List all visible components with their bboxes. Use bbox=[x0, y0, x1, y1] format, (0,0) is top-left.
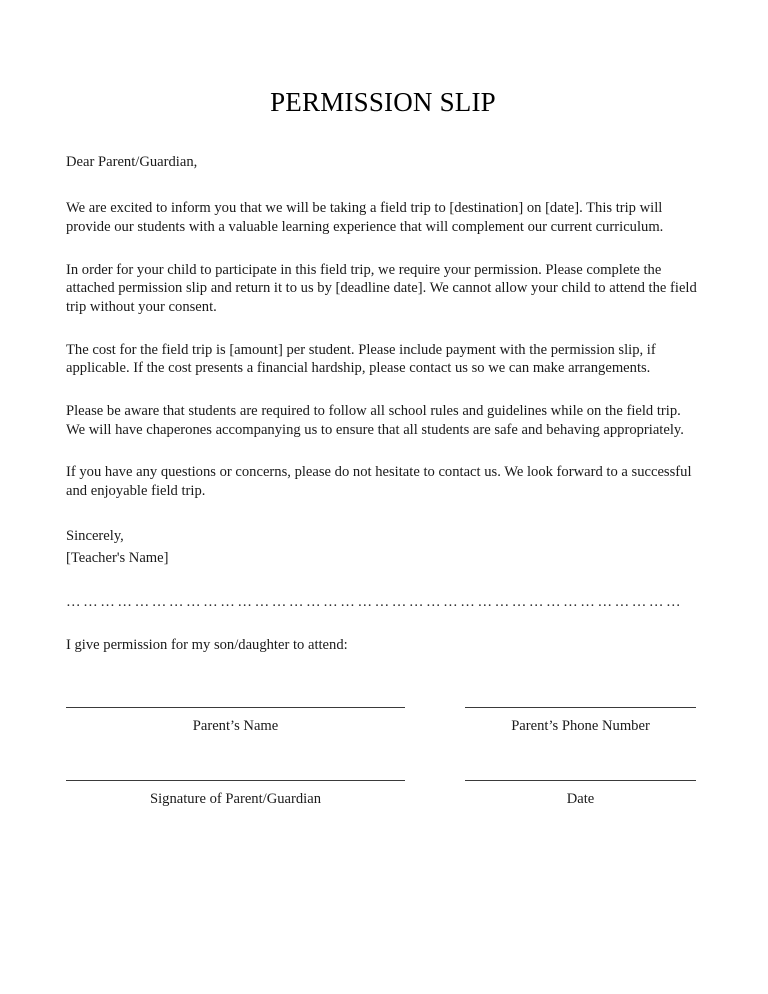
page-title: PERMISSION SLIP bbox=[270, 87, 496, 117]
signature-row bbox=[66, 707, 700, 736]
paragraph-cost: The cost for the field trip is [amount] per student. Please include payment with the permission slip, if applicable. If the cost presents a financial hardship, please contact us so we can make arrangements. bbox=[66, 341, 656, 377]
date-line[interactable] bbox=[465, 780, 696, 781]
paragraph-contact: If you have any questions or concerns, please do not hesitate to contact us. We look forward to a successful and enjoyable field trip. bbox=[66, 464, 692, 500]
parent-signature-line[interactable] bbox=[66, 780, 405, 781]
parent-phone-label: Parent’s Phone Number bbox=[511, 717, 650, 734]
parent-name-line[interactable] bbox=[66, 707, 405, 708]
parent-phone-line[interactable] bbox=[465, 707, 696, 708]
date-field[interactable] bbox=[465, 780, 696, 809]
parent-phone-field[interactable] bbox=[465, 707, 696, 736]
permission-statement: I give permission for my son/daughter to attend: bbox=[66, 637, 348, 654]
paragraph-rules: Please be aware that students are required to follow all school rules and guidelines while on the field trip. We will have chaperones accompanying us to ensure that all students are safe and behaving appropriately. bbox=[66, 403, 684, 438]
parent-signature-field[interactable] bbox=[66, 780, 405, 809]
salutation: Dear Parent/Guardian, bbox=[66, 153, 198, 170]
dotted-separator: ……………………………………………………………………………………………… bbox=[66, 594, 684, 611]
paragraph-trip-announcement: We are excited to inform you that we will be taking a field trip to [destination] on [date]. This trip will provide our students with a valuable learning experience that will complement our current curriculum. bbox=[66, 200, 664, 236]
closing-signer-name: [Teacher's Name] bbox=[66, 550, 169, 567]
date-label: Date bbox=[566, 791, 595, 808]
paragraph-permission-request: In order for your child to participate in this field trip, we require your permission. Please complete the attached permission slip and return it to us by [deadline date]. We cannot allow your child to attend the field trip without your consent. bbox=[66, 261, 697, 316]
signature-block bbox=[66, 707, 700, 809]
parent-signature-label: Signature of Parent/Guardian bbox=[149, 791, 322, 808]
parent-name-label: Parent’s Name bbox=[192, 717, 279, 734]
closing-valediction: Sincerely, bbox=[66, 527, 124, 544]
document-body bbox=[66, 86, 700, 809]
parent-name-field[interactable] bbox=[66, 707, 405, 736]
signature-row bbox=[66, 780, 700, 809]
closing-block bbox=[66, 525, 700, 570]
